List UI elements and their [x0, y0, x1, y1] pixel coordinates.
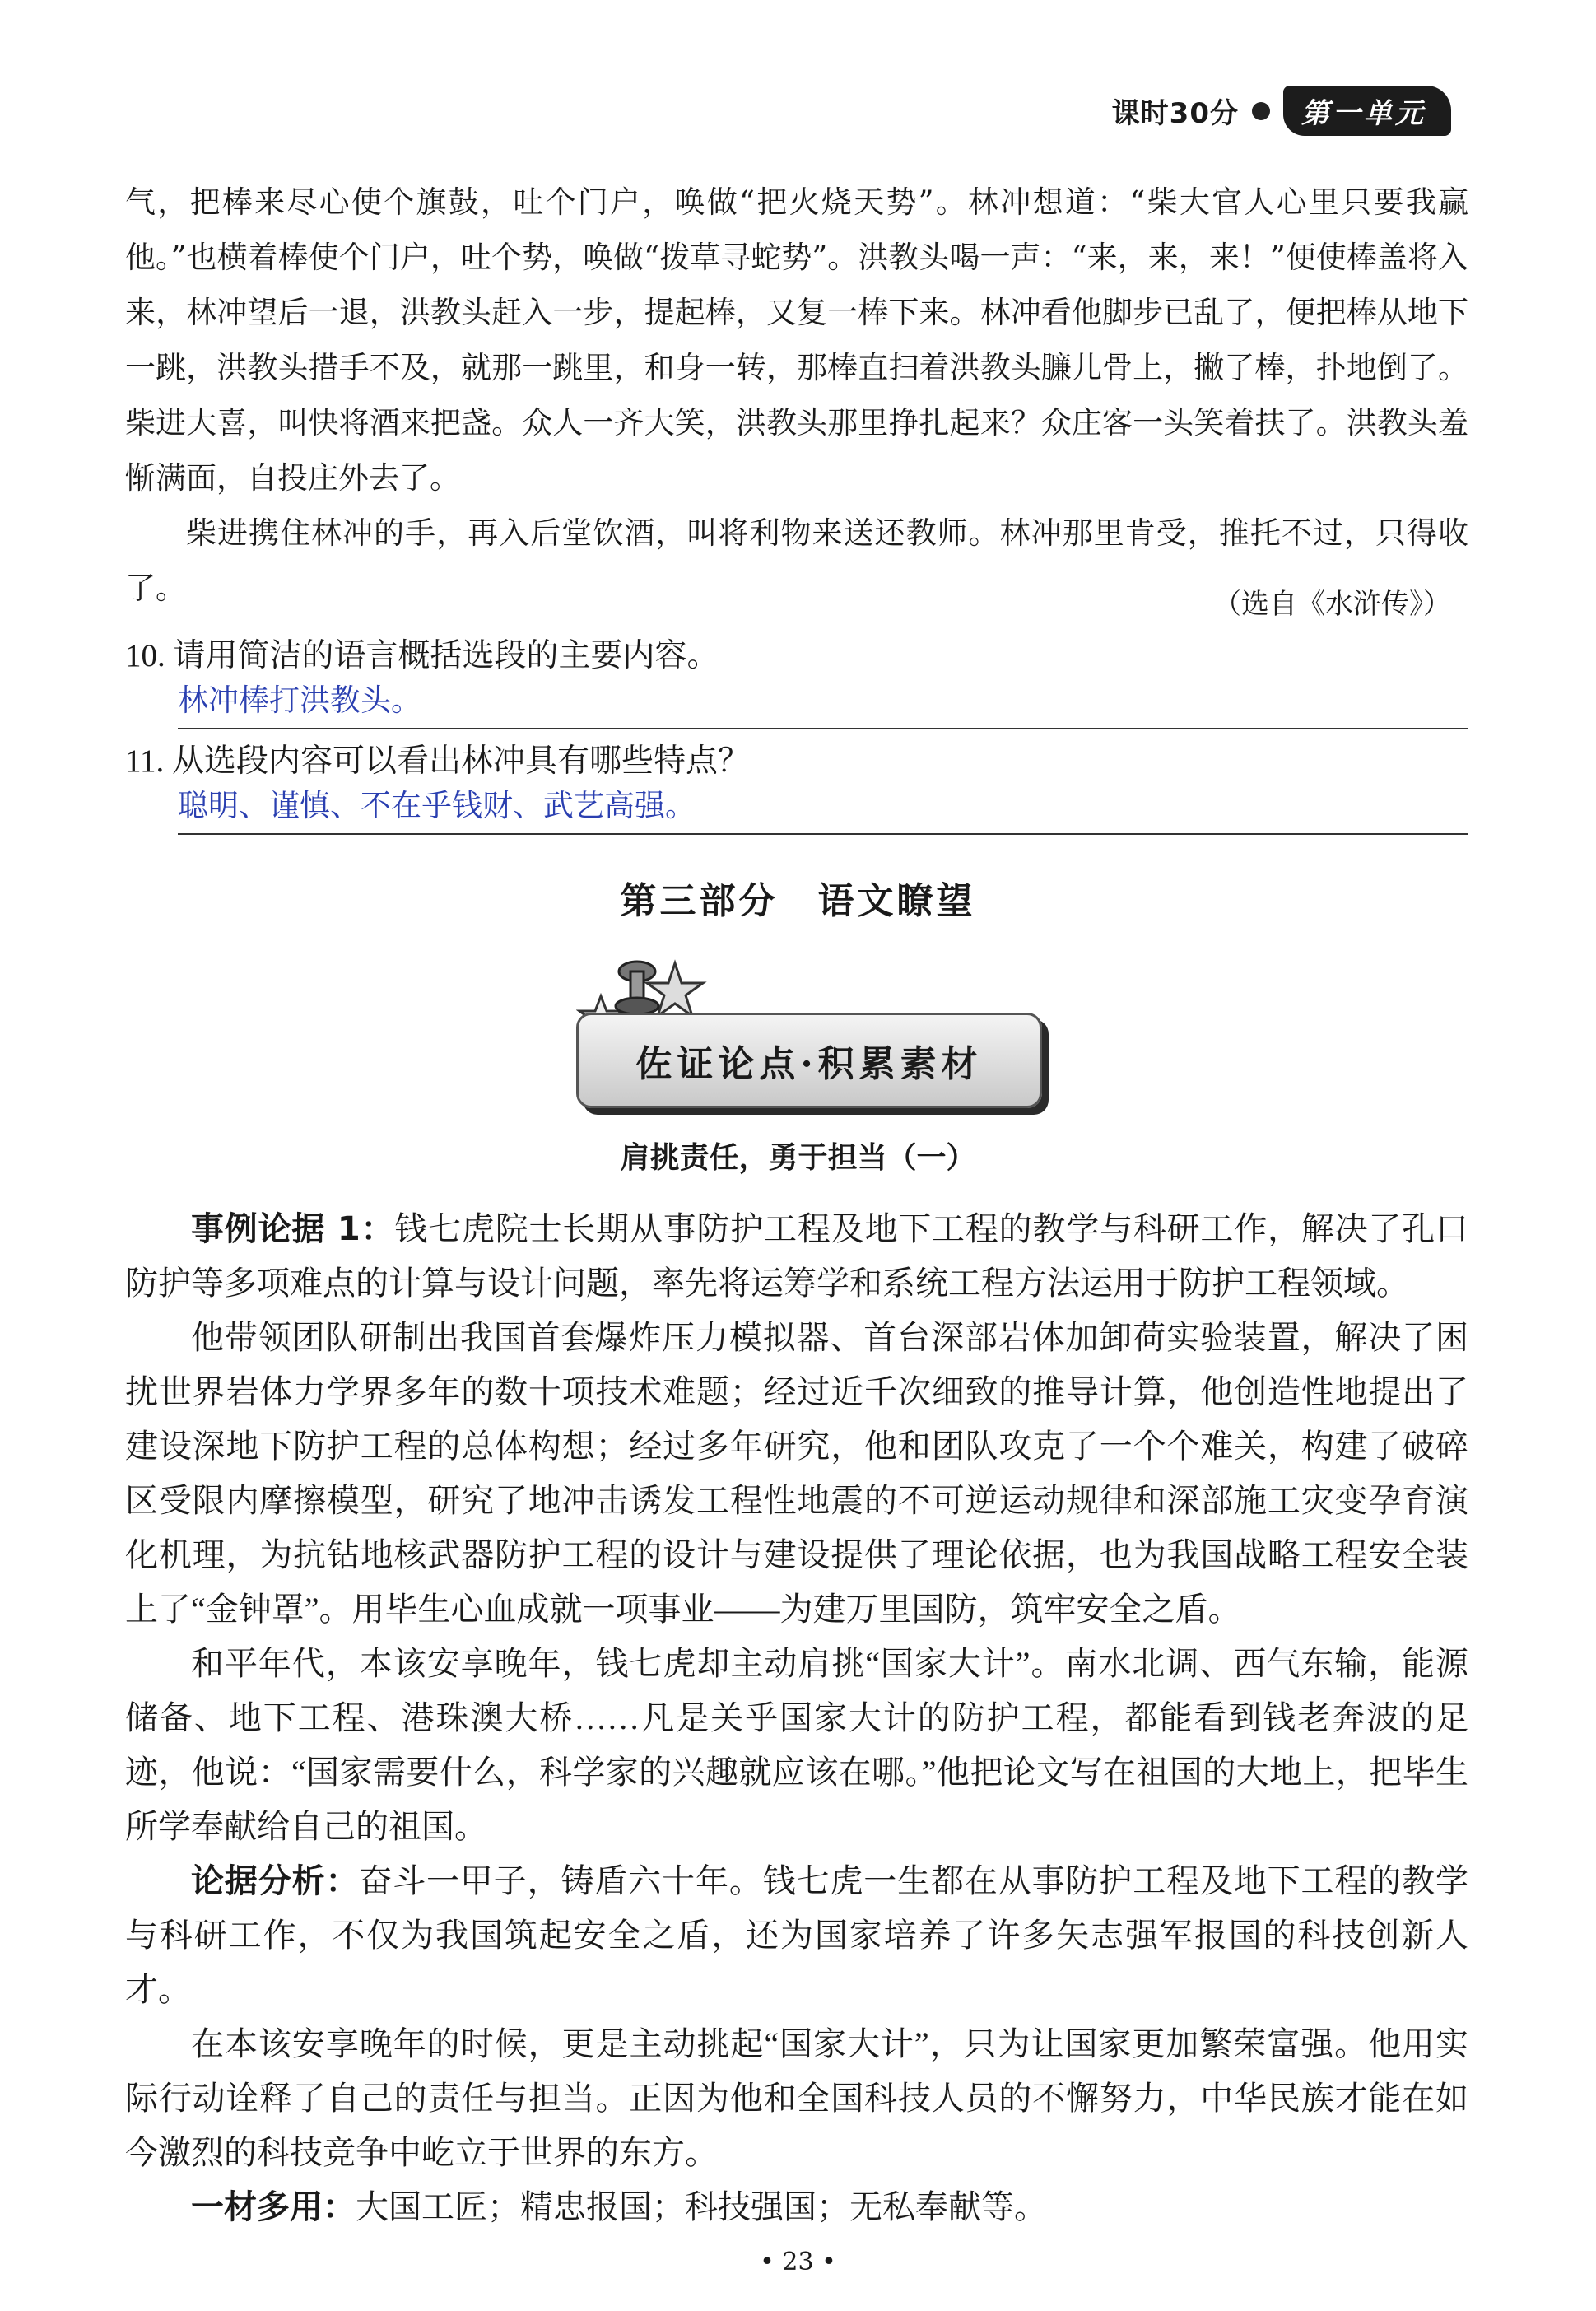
analysis-1-text: 奋斗一甲子，铸盾六十年。钱七虎一生都在从事防护工程及地下工程的教学与科研工作，不仅为我国筑起安全之盾，还为国家培养了许多矢志强军报国的科技创新人才。 [125, 1862, 1469, 2008]
answer-10: 林冲棒打洪教头。 [178, 678, 1468, 729]
question-10: 10. 请用简洁的语言概括选段的主要内容。 [125, 638, 719, 673]
unit-badge: 第一单元 [1283, 86, 1451, 136]
banner-label: 佐证论点·积累素材 [576, 1013, 1042, 1108]
part-three-title: 第三部分 语文瞭望 [620, 880, 976, 922]
analysis-1 [125, 1854, 1468, 2017]
analysis-2: 在本该安享晚年的时候，更是主动挑起“国家大计”，只为让国家更加繁荣富强。他用实际行动诠释了自己的责任与担当。正因为他和全国科技人员的不懈努力，中华民族才能在如今激烈的科技竞争中屹立于世界的东方。 [125, 2025, 1468, 2171]
multi-use [125, 2180, 1468, 2234]
example-1-text: 钱七虎院士长期从事防护工程及地下工程的教学与科研工作，解决了孔口防护等多项难点的计算与设计问题，率先将运筹学和系统工程方法运用于防护工程领域。 [125, 1210, 1468, 1302]
passage-paragraph-1: 气，把棒来尽心使个旗鼓，吐个门户，唤做“把火烧天势”。林冲想道：“柴大官人心里只要我赢他。”也横着棒使个门户，吐个势，唤做“拨草寻蛇势”。洪教头喝一声：“来，来，来！”便使棒盖将入来，林冲望后一退，洪教头赶入一步，提起棒，又复一棒下来。林冲看他脚步已乱了，便把棒从地下一跳，洪教头措手不及，就那一跳里，和身一转，那棒直扫着洪教头臁儿骨上，撇了棒，扑地倒了。柴进大喜，叫快将酒来把盏。众人一齐大笑，洪教头那里挣扎起来？众庄客一头笑着扶了。洪教头羞惭满面，自投庄外去了。 [125, 184, 1468, 496]
question-11: 11. 从选段内容可以看出林冲具有哪些特点？ [125, 743, 751, 779]
clock-icon [1252, 102, 1270, 120]
section-subtitle: 肩挑责任，勇于担当（一） [620, 1141, 976, 1175]
multi-use-label: 一材多用： [191, 2188, 356, 2226]
example-1 [125, 1202, 1468, 1311]
passage-paragraph-2: 柴进携住林冲的手，再入后堂饮酒，叫将利物来送还教师。林冲那里肯受，推托不过，只得收了。 [125, 515, 1468, 606]
example-3: 和平年代，本该安享晚年，钱七虎却主动肩挑“国家大计”。南水北调、西气东输，能源储备、地下工程、港珠澳大桥……凡是关乎国家大计的防护工程，都能看到钱老奔波的足迹，他说：“国家需要什么，科学家的兴趣就应该在哪。”他把论文写在祖国的大地上，把毕生所学奉献给自己的祖国。 [125, 1645, 1468, 1845]
essay-body [125, 1202, 1468, 2234]
page-number: • 23 • [760, 2248, 836, 2276]
section-banner [543, 947, 1037, 1111]
page-header [1112, 86, 1451, 136]
passage [125, 175, 1468, 616]
answer-11: 聪明、谨慎、不在乎钱财、武艺高强。 [178, 784, 1468, 835]
multi-use-text: 大国工匠；精忠报国；科技强国；无私奉献等。 [356, 2188, 1047, 2225]
analysis-label: 论据分析： [191, 1862, 360, 1900]
example-2: 他带领团队研制出我国首套爆炸压力模拟器、首台深部岩体加卸荷实验装置，解决了困扰世界岩体力学界多年的数十项技术难题；经过近千次细致的推导计算，他创造性地提出了建设深地下防护工程的总体构想；经过多年研究，他和团队攻克了一个个难关，构建了破碎区受限内摩擦模型，研究了地冲击诱发工程性地震的不可逆运动规律和深部施工灾变孕育演化机理，为抗钻地核武器防护工程的设计与建设提供了理论依据，也为我国战略工程安全装上了“金钟罩”。用毕生心血成就一项事业——为建万里国防，筑牢安全之盾。 [125, 1319, 1468, 1628]
lesson-label: 课时30分 [1111, 97, 1239, 130]
passage-source: （选自《水浒传》） [1213, 588, 1451, 621]
example-label: 事例论据 1： [191, 1210, 395, 1248]
